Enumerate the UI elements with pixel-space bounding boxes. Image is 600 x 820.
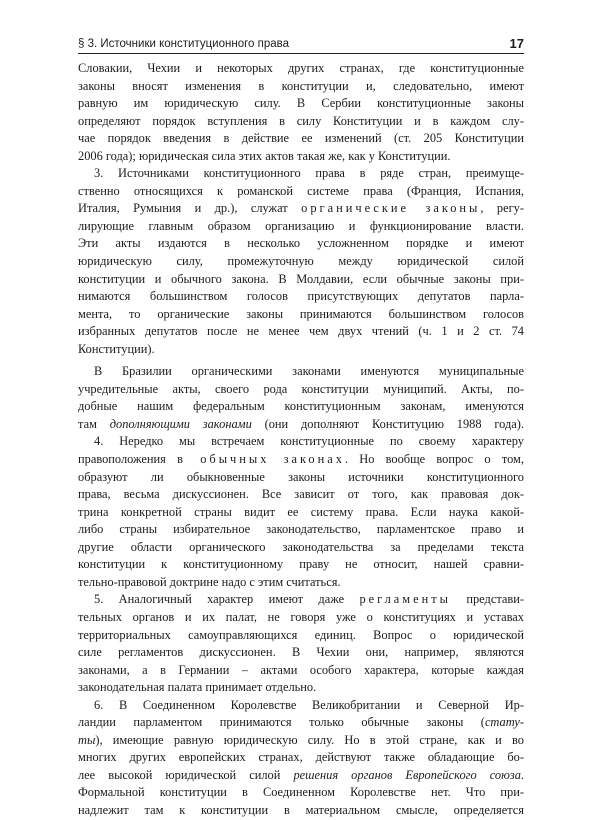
paragraph-4-start: 4. Нередко мы встречаем конституционные по своему характеру <box>94 434 524 449</box>
page-number: 17 <box>509 36 524 51</box>
text-line: Словакии, Чехии и некоторых других странах, где конституционные <box>78 61 524 75</box>
text-fragment: лее высокой юридической силой <box>78 767 281 782</box>
text-line: нимаются большинством голосов присутствующих депутатов парла- <box>78 289 524 304</box>
text-line: законами, а в Германии – актами особого характера, которые каждая <box>78 662 524 677</box>
text-line: другие области органического законодательства за пределами текста <box>78 539 524 554</box>
text-line: территориальных самоуправляющихся единиц. Вопрос о юридической <box>78 627 524 642</box>
text-line-with-italic-term <box>78 416 524 434</box>
text-fragment: (они дополняют Конституцию 1988 года). <box>264 416 524 431</box>
text-line: лирующие главным образом организацию и функционирование власти. <box>78 218 524 233</box>
italic-term: ты <box>78 732 96 747</box>
text-line: определяют порядок вступления в силу Конституции и в каждом слу- <box>78 113 524 128</box>
text-line: ственно относящихся к романской системе права (Франция, Испания, <box>78 183 524 198</box>
text-line: конституции и обычного закона. В Молдавии, если обычные законы при- <box>78 271 524 286</box>
text-line: законодательная палата принимает отдельно. <box>78 680 317 695</box>
running-header <box>78 33 524 54</box>
text-line: законы вносят изменения в конституции и, следовательно, имеют <box>78 78 524 93</box>
text-line: образуют ли обыкновенные законы источники конституционного <box>78 469 524 484</box>
text-line: юридическую силу, промежуточную между юридической силой <box>78 254 524 269</box>
text-line: тельно-правовой доктрине надо с этим считаться. <box>78 574 341 589</box>
text-line: учредительные акты, своего рода конституции муниципий. Акты, по- <box>78 381 524 396</box>
spaced-term: регламенты <box>359 592 452 607</box>
text-line-with-spaced-term <box>78 451 524 469</box>
paragraph-brazil-start: В Бразилии органическими законами именуются муниципальные <box>94 364 524 379</box>
italic-term: стату- <box>484 715 524 730</box>
text-fragment: Италия, Румыния и др.), служат <box>78 201 288 216</box>
text-line: Формальной конституции в Соединенном Королевстве нет. Что при- <box>78 785 524 800</box>
body-text <box>78 60 524 817</box>
text-line-with-italic-term <box>78 714 524 732</box>
text-line: либо страны избирательное законодательство, парламентское право и <box>78 522 524 537</box>
text-fragment: . Но вообще вопрос о том, <box>344 452 524 467</box>
text-line-with-spaced-term <box>78 591 524 609</box>
text-line-with-spaced-term <box>78 200 524 218</box>
text-fragment: ландии парламентом принимаются только обычные законы ( <box>78 715 485 730</box>
text-line: трина конкретной страны видит ее систему права. Если наука какой- <box>78 504 524 519</box>
section-title: § 3. Источники конституционного права <box>78 38 290 50</box>
paragraph-6-start: 6. В Соединенном Королевстве Великобритании и Северной Ир- <box>94 697 524 712</box>
text-line: 2006 года); юридическая сила этих актов такая же, как у Конституции. <box>78 148 451 163</box>
paragraph-3-start: 3. Источниками конституционного права в ряде стран, преимуще- <box>94 166 524 181</box>
text-line: мента, то органические законы принимаются большинством голосов <box>78 306 524 321</box>
text-line: права, весьма дискуссионен. Все зависит от того, как правовая док- <box>78 487 524 502</box>
text-fragment: ), имеющие равную юридическую силу. Но в этой стране, как и во <box>95 732 524 747</box>
text-line: силе регламентов дискуссионен. В Чехии они, например, являются <box>78 645 524 660</box>
text-line: тельных органов и их палат, не говоря уже о конституциях и уставах <box>78 609 524 624</box>
text-line: добные нашим федеральным конституционным законам, именуются <box>78 399 524 414</box>
text-line: чае порядок введения в действие ее изменений (ст. 205 Конституции <box>78 131 524 146</box>
text-line: Эти акты издаются в несколько усложненном порядке и имеют <box>78 236 524 251</box>
text-fragment: правоположения <box>78 452 166 467</box>
text-fragment: там <box>78 416 97 431</box>
text-line-with-italic-term <box>78 732 524 750</box>
text-line: многих других европейских странах, действуют также обладающие бо- <box>78 750 524 765</box>
italic-term: решения органов Европейского союза <box>293 767 521 782</box>
italic-term: дополняющими законами <box>109 416 252 431</box>
text-line: избранных депутатов после не менее чем двух чтений (ч. 1 и 2 ст. 74 <box>78 324 524 339</box>
text-fragment: 5. Аналогичный характер имеют даже <box>94 592 345 607</box>
text-line: Конституции). <box>78 341 155 356</box>
text-line: конституции к конституционному праву не относит, нашей сравни- <box>78 557 524 572</box>
text-line: надлежит там к конституции в материальном смысле, определяется <box>78 802 524 817</box>
spaced-term: органические законы <box>301 201 481 216</box>
spaced-term: в обычных законах <box>177 452 345 467</box>
text-line-with-italic-term <box>78 767 524 785</box>
text-fragment: представи- <box>466 592 524 607</box>
text-fragment: . <box>520 767 524 782</box>
text-fragment: , регу- <box>480 201 524 216</box>
text-line: равную им юридическую силу. В Сербии конституционные законы <box>78 96 524 111</box>
